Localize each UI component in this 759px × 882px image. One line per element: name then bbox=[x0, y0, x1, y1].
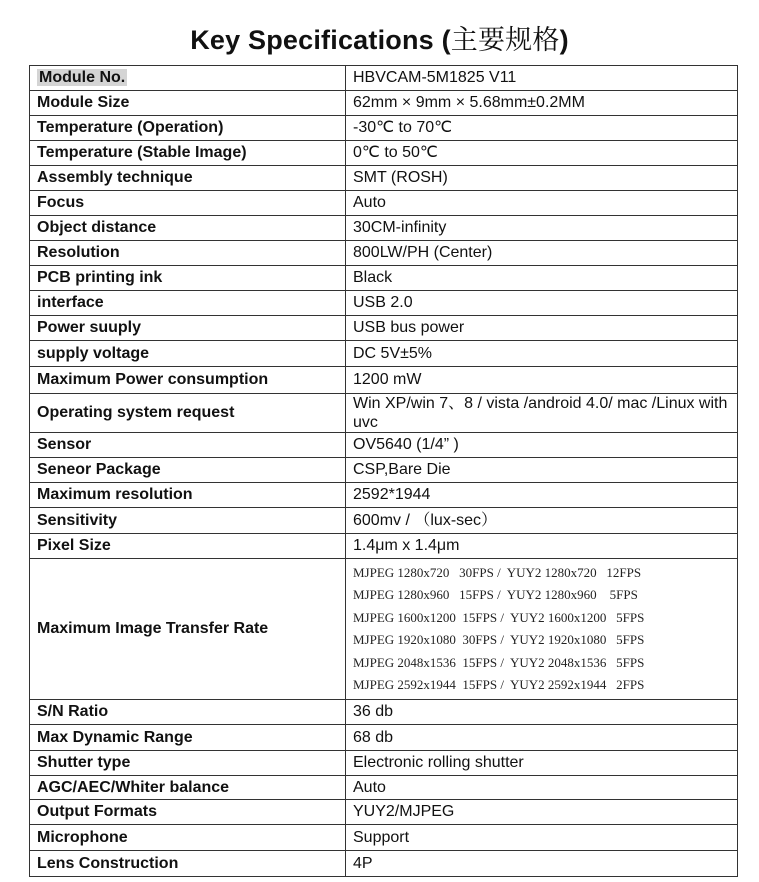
spec-value: Electronic rolling shutter bbox=[346, 751, 738, 776]
spec-label: Max Dynamic Range bbox=[30, 725, 346, 751]
spec-row-s-n-ratio bbox=[30, 700, 738, 725]
spec-value: Auto bbox=[346, 776, 738, 800]
spec-label: Object distance bbox=[30, 216, 346, 241]
spec-row-microphone bbox=[30, 825, 738, 851]
spec-label: Resolution bbox=[30, 241, 346, 266]
module-no-value: HBVCAM-5M1825 V11 bbox=[346, 66, 738, 91]
title-main: Key Specifications ( bbox=[190, 25, 451, 55]
title-close: ) bbox=[559, 25, 569, 55]
spec-value: 4P bbox=[346, 851, 738, 877]
spec-row-lens-construction bbox=[30, 851, 738, 877]
spec-value: Support bbox=[346, 825, 738, 851]
spec-value: 2592*1944 bbox=[346, 483, 738, 508]
page-title bbox=[0, 18, 759, 57]
spec-label: Temperature (Operation) bbox=[30, 116, 346, 141]
spec-label: Seneor Package bbox=[30, 458, 346, 483]
spec-label: Operating system request bbox=[30, 394, 346, 433]
spec-label: Maximum Image Transfer Rate bbox=[30, 559, 346, 700]
title-chinese: 主要规格 bbox=[450, 25, 560, 56]
spec-value: 800LW/PH (Center) bbox=[346, 241, 738, 266]
header-label-cell bbox=[30, 66, 346, 91]
spec-value: CSP,Bare Die bbox=[346, 458, 738, 483]
spec-row-pcb-printing-ink bbox=[30, 266, 738, 291]
spec-label: S/N Ratio bbox=[30, 700, 346, 725]
transfer-rate-line: MJPEG 2592x1944 15FPS / YUY2 2592x1944 2FPS bbox=[353, 677, 645, 692]
spec-label: PCB printing ink bbox=[30, 266, 346, 291]
spec-label: Maximum resolution bbox=[30, 483, 346, 508]
spec-value: OV5640 (1/4” ) bbox=[346, 433, 738, 458]
spec-value: Black bbox=[346, 266, 738, 291]
transfer-rate-line: MJPEG 1920x1080 30FPS / YUY2 1920x1080 5FPS bbox=[353, 632, 645, 647]
spec-label: Power suuply bbox=[30, 316, 346, 341]
spec-value: Auto bbox=[346, 191, 738, 216]
spec-row-power-suuply bbox=[30, 316, 738, 341]
spec-value: SMT (ROSH) bbox=[346, 166, 738, 191]
spec-label: AGC/AEC/Whiter balance bbox=[30, 776, 346, 800]
transfer-rate-line: MJPEG 1600x1200 15FPS / YUY2 1600x1200 5FPS bbox=[353, 609, 645, 625]
spec-row-focus bbox=[30, 191, 738, 216]
transfer-rate-line: MJPEG 1280x960 15FPS / YUY2 1280x960 5FPS bbox=[353, 587, 638, 602]
spec-value: 62mm × 9mm × 5.68mm±0.2MM bbox=[346, 91, 738, 116]
transfer-rate-line: MJPEG 1280x720 30FPS / YUY2 1280x720 12FPS bbox=[353, 564, 642, 580]
spec-row-temperature-stable-image bbox=[30, 141, 738, 166]
spec-row-shutter-type bbox=[30, 751, 738, 776]
spec-label: Assembly technique bbox=[30, 166, 346, 191]
spec-row-output-formats bbox=[30, 800, 738, 825]
spec-row-maximum-resolution bbox=[30, 483, 738, 508]
spec-value: 0℃ to 50℃ bbox=[346, 141, 738, 166]
transfer-rate-list bbox=[346, 559, 738, 700]
spec-value: DC 5V±5% bbox=[346, 341, 738, 367]
spec-row-seneor-package bbox=[30, 458, 738, 483]
spec-row-assembly-technique bbox=[30, 166, 738, 191]
spec-label: supply voltage bbox=[30, 341, 346, 367]
spec-value: 36 db bbox=[346, 700, 738, 725]
spec-table bbox=[29, 65, 738, 877]
spec-label: Shutter type bbox=[30, 751, 346, 776]
spec-value: 30CM-infinity bbox=[346, 216, 738, 241]
spec-row-supply-voltage bbox=[30, 341, 738, 367]
spec-row-pixel-size bbox=[30, 534, 738, 559]
spec-label: Pixel Size bbox=[30, 534, 346, 559]
spec-row-resolution bbox=[30, 241, 738, 266]
spec-row-operating-system-request bbox=[30, 394, 738, 433]
spec-row-sensor bbox=[30, 433, 738, 458]
spec-label: Module Size bbox=[30, 91, 346, 116]
spec-row-object-distance bbox=[30, 216, 738, 241]
spec-value: 1.4μm x 1.4μm bbox=[346, 534, 738, 559]
transfer-rate-line: MJPEG 2048x1536 15FPS / YUY2 2048x1536 5FPS bbox=[353, 654, 645, 670]
spec-label: interface bbox=[30, 291, 346, 316]
spec-label: Sensor bbox=[30, 433, 346, 458]
spec-row-maximum-power-consumption bbox=[30, 367, 738, 394]
spec-value: Win XP/win 7、8 / vista /android 4.0/ mac /Linux with uvc bbox=[346, 394, 738, 433]
spec-value: 1200 mW bbox=[346, 367, 738, 394]
spec-value: USB bus power bbox=[346, 316, 738, 341]
module-no-label: Module No. bbox=[39, 69, 126, 86]
spec-value: YUY2/MJPEG bbox=[346, 800, 738, 825]
spec-row-agc-aec-whiter-balance bbox=[30, 776, 738, 800]
spec-table-body bbox=[30, 66, 738, 877]
spec-value: 68 db bbox=[346, 725, 738, 751]
spec-label: Sensitivity bbox=[30, 508, 346, 534]
spec-row-maximum-image-transfer-rate bbox=[30, 559, 738, 700]
spec-value: -30℃ to 70℃ bbox=[346, 116, 738, 141]
spec-label: Temperature (Stable Image) bbox=[30, 141, 346, 166]
spec-label: Maximum Power consumption bbox=[30, 367, 346, 394]
spec-row-sensitivity bbox=[30, 508, 738, 534]
spec-row-interface bbox=[30, 291, 738, 316]
spec-value: USB 2.0 bbox=[346, 291, 738, 316]
spec-label: Lens Construction bbox=[30, 851, 346, 877]
spec-value: 600mv / （lux-sec） bbox=[346, 508, 738, 534]
header-row bbox=[30, 66, 738, 91]
spec-label: Microphone bbox=[30, 825, 346, 851]
spec-label: Focus bbox=[30, 191, 346, 216]
spec-label: Output Formats bbox=[30, 800, 346, 825]
spec-row-temperature-operation bbox=[30, 116, 738, 141]
spec-row-module-size bbox=[30, 91, 738, 116]
spec-row-max-dynamic-range bbox=[30, 725, 738, 751]
